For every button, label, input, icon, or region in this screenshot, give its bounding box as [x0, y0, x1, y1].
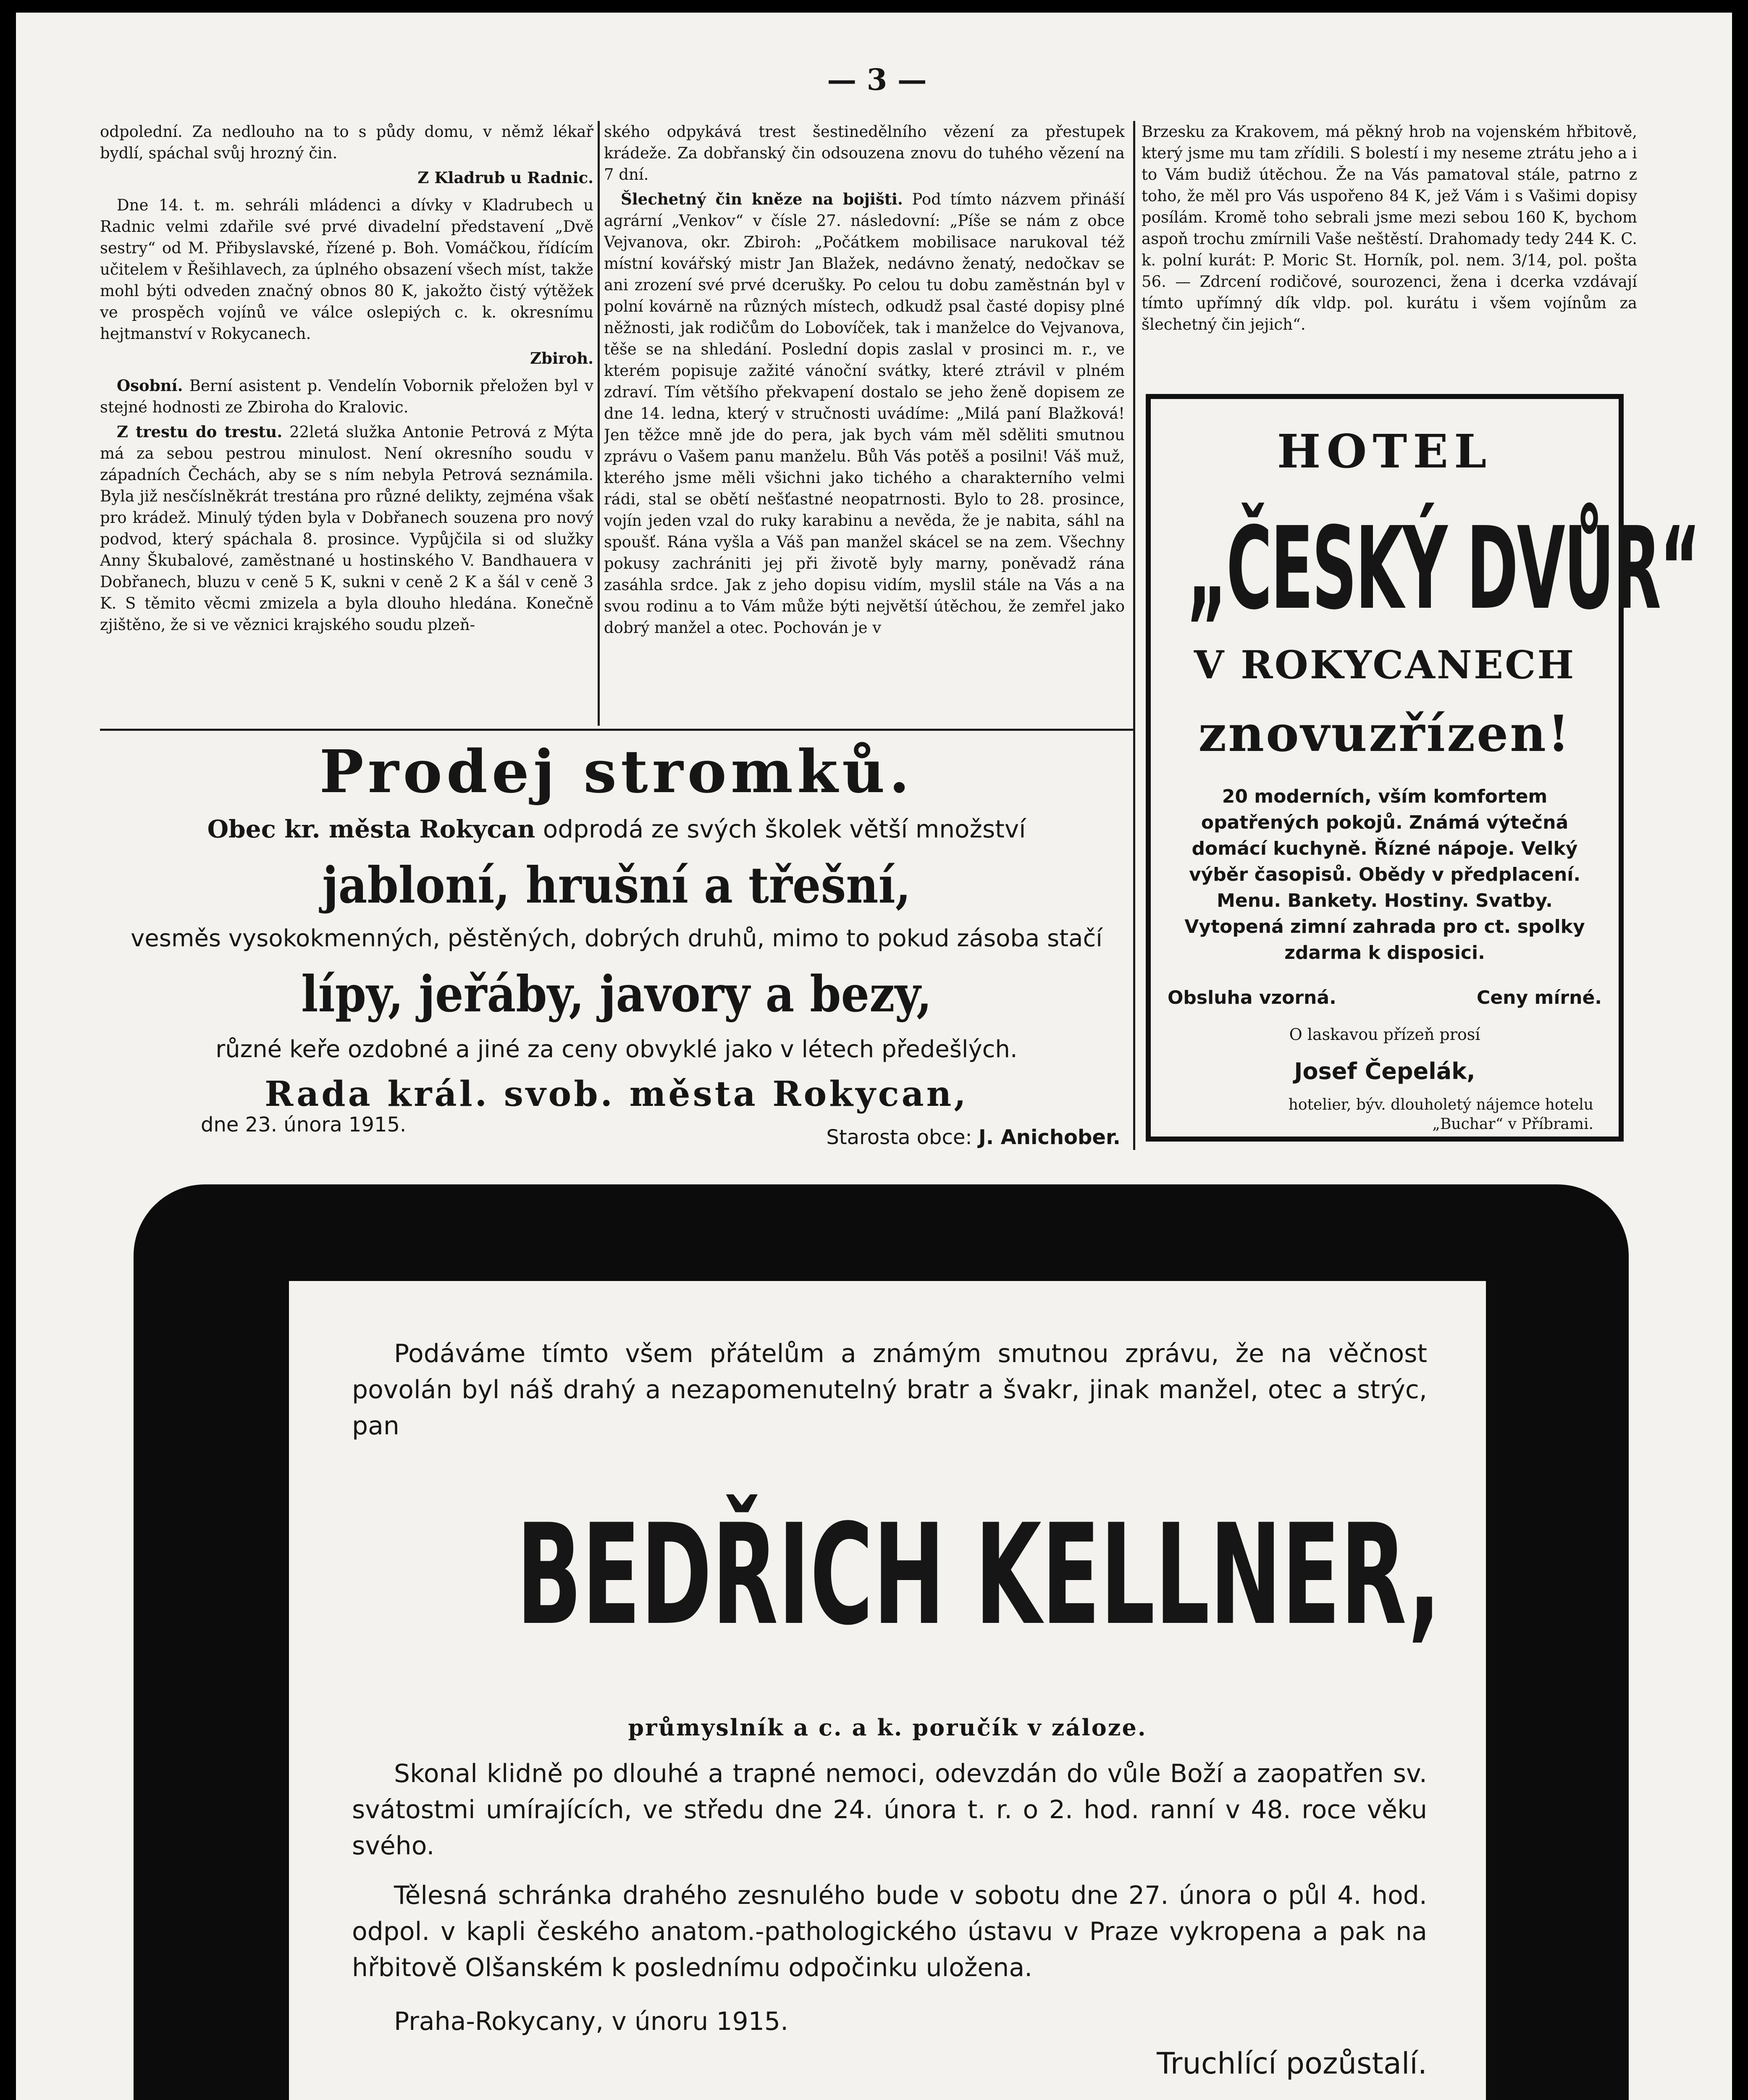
hotel-service-row — [1168, 987, 1602, 1008]
obituary-frame — [134, 1184, 1629, 2100]
newspaper-page — [16, 13, 1732, 2100]
page-number: — 3 — — [827, 62, 927, 97]
article-personal — [100, 375, 593, 418]
article-continuation: odpolední. Za nedlouho na to s půdy domu, v němž lékař bydlí, spáchal svůj hrozný čin. — [100, 123, 593, 162]
tree-sale-intro — [100, 815, 1133, 843]
tree-sale-line2: vesměs vysokokmenných, pěstěných, dobrých druhů, mimo to pokud zásoba stačí — [131, 925, 1102, 952]
article-personal-body: Berní asistent p. Vendelín Vobornik přeložen byl v stejné hodnosti ze Zbiroha do Kralovic. — [100, 377, 593, 416]
section-divider — [100, 729, 1133, 731]
tree-sale-mayor — [826, 1126, 1121, 1149]
obituary-signature: Truchlící pozůstalí. — [1157, 2046, 1427, 2081]
article-punishment-body: 22letá služka Antonie Petrová z Mýta má za sebou pestrou minulost. Není okresního soudu v západních Čechách, aby se s ním nebyla Petrová seznámila. Byla již nesčíslněkrát trestána pro různé delikty, zejména však pro krádež. Minulý týden byla v Dobřanech souzena pro nový podvod, který spáchala 8. prosince. Vypůjčila si od služky Anny Škubalové, zaměstnané u hostinského V. Bandhauera v Dobřanech, bluzu v ceně 5 K, sukni v ceně 2 K a šál v ceně 3 K. S těmito věcmi zmizela a byla dlouho hledána. Konečně zjištěno, že si ve věznici krajského soudu plzeň- — [100, 423, 593, 634]
obituary-notice — [289, 1281, 1486, 2100]
column-divider-1 — [598, 121, 600, 726]
article-personal-title: Osobní. — [117, 376, 183, 395]
tree-sale-other-trees: lípy, jeřáby, javory a bezy, — [301, 965, 932, 1023]
obituary-name: BEDŘICH KELLNER, — [516, 1494, 1441, 1656]
news-column-3 — [1142, 121, 1637, 373]
tree-sale-council: Rada král. svob. města Rokycan, — [265, 1074, 968, 1114]
dateline-zbiroh: Zbiroh. — [530, 349, 593, 368]
tree-sale-fruit-trees: jabloní, hrušní a třešní, — [322, 856, 911, 914]
obituary-paragraph-2: Tělesná schránka drahého zesnulého bude v sobotu dne 27. února o půl 4. hod. odpol. v kapli českého anatom.-pathologického ústavu v Praze vykropena a pak na hřbitově Olšanském k poslednímu odpočinku uložena. — [352, 1881, 1427, 1982]
hotel-heading: HOTEL — [1277, 424, 1493, 478]
hotel-owner: Josef Čepelák, — [1294, 1058, 1475, 1084]
article-kladruby-theatre: Dne 14. t. m. sehráli mládenci a dívky v Kladrubech u Radnic velmi zdařile své prvé divadelní představení „Dvě sestry“ od M. Přibyslavské, řízené p. Boh. Vomáčkou, řídícím učitelem v Řešihlavech, za úplného obsazení všech míst, takže mohl býti odveden značný obnos 80 K, jakožto čistý výtěžek ve prospěch vojínů ve válce oslepiých c. k. okresnímu hejtmanství v Rokycanech. — [100, 196, 593, 343]
tree-sale-advertisement — [100, 735, 1133, 1155]
article-priest-deed-title: Šlechetný čin kněze na bojišti. — [621, 190, 903, 208]
obituary-paragraph-1: Skonal klidně po dlouhé a trapné nemoci, odevzdán do vůle Boží a zaopatřen sv. svátostmi umírajících, ve středu dne 24. února t. r. o 2. hod. ranní v 48. roce věku svého. — [352, 1759, 1427, 1861]
article-punishment — [100, 421, 593, 635]
tree-sale-mayor-label: Starosta obce: — [826, 1126, 972, 1149]
obituary-place-date: Praha-Rokycany, v únoru 1915. — [394, 2007, 789, 2036]
hotel-name: „ČESKÝ DVŮR“ — [1186, 502, 1700, 635]
dateline-kladruby: Z Kladrub u Radnic. — [417, 168, 593, 187]
article-priest-deed-body: Pod tímto názvem přináší agrární „Venkov“ v čísle 27. následovní: „Píše se nám z obce Vejvanova, okr. Zbiroh: „Počátkem mobilisace narukoval též místní kovářský mistr Jan Blažek, nedávno ženatý, nedočkav se ani zrození své prvé dcerušky. Po celou tu dobu zaměstnán byl v polní kovárně na různých místech, odkudž psal časté dopisy plné něžnosti, jak rodičům do Lobovíček, tak i manželce do Vejvanova, těše se na shledání. Poslední dopis zaslal v prosinci m. r., ve kterém popisuje zažité vánoční svátky, které ztrávil v plném zdraví. Tím většího překvapení dostalo se jeho ženě dopisem ze dne 14. ledna, který v stručnosti uvádíme: „Milá paní Blažková! Jen těžce mně jde do pera, jak bych vám měl sděliti smutnou zprávu o Vašem panu manželu. Bůh Vás potěš a posilni! Váš muž, kterého jsme měli všichni jako tichého a charakterního velmi rádi, stal se obětí nešťastné neopatrnosti. Bylo to 28. prosince, vojín jeden vzal do ruky karabinu a nevěda, že je nabita, sáhl na spoušť. Rána vyšla a Váš pan manžel skácel se na zem. Všechny pokusy zachrániti jej při životě byly marny, poněvadž rána zasáhla srdce. Jak z jeho dopisu vidím, myslil stále na Vás a na svou rodinu a to Vám může býti největší útěchou, že zemřel jako dobrý manžel a otec. Pochován je v — [604, 190, 1125, 637]
hotel-prices: Ceny mírné. — [1477, 987, 1602, 1008]
column-divider-2 — [1133, 121, 1135, 1150]
article-continuation-2: ského odpykává trest šestinedělního vězení za přestupek krádeže. Za dobřanský čin odsouzena znovu do tuhého vězení na 7 dní. — [604, 123, 1125, 184]
tree-sale-date: dne 23. února 1915. — [201, 1113, 407, 1137]
tree-sale-intro-rest: odprodá ze svých školek větší množství — [543, 815, 1026, 843]
hotel-description: 20 moderních, vším komfortem opatřených pokojů. Známá výtečná domácí kuchyně. Řízné nápoje. Velký výběr časopisů. Obědy v předplacení. Menu. Bankety. Hostiny. Svatby. Vytopená zimní zahrada pro ct. spolky zdarma k disposici. — [1184, 786, 1585, 963]
news-column-2 — [604, 121, 1125, 726]
news-column-1 — [100, 121, 593, 726]
hotel-owner-note: hotelier, býv. dlouholetý nájemce hotelu „Buchar“ v Příbrami. — [1288, 1096, 1593, 1133]
hotel-invite: O laskavou přízeň prosí — [1289, 1025, 1480, 1044]
article-continuation-3: Brzesku za Krakovem, má pěkný hrob na vojenském hřbitově, který jsme mu tam zřídili. S bolestí i my neseme ztrátu jeho a i to Vám budiž útěchou. Že na Vás pamatoval stále, patrno z toho, že měl pro Vás uspořeno 84 K, jež Vám i s Vašimi dopisy posílám. Kromě toho sebrali jsme mezi sebou 160 K, bychom aspoň trochu zmírnili Vaše neštěstí. Drahomady tedy 244 K. C. k. polní kurát: P. Moric St. Horník, pol. nem. 3/14, pol. pošta 56. — Zdrcení rodičové, sourozenci, žena i dcerka vzdávají tímto upřímný dík vldp. pol. kurátu i všem vojínům za šlechetný čin jejich“. — [1142, 123, 1637, 333]
hotel-location: V ROKYCANECH — [1194, 642, 1576, 688]
tree-sale-mayor-name: J. Anichober. — [978, 1126, 1121, 1149]
tree-sale-line3: různé keře ozdobné a jiné za ceny obvyklé jako v létech předešlých. — [215, 1036, 1018, 1063]
article-priest-deed — [604, 189, 1125, 638]
hotel-service: Obsluha vzorná. — [1168, 987, 1336, 1008]
obituary-intro: Podáváme tímto všem přátelům a známým smutnou zprávu, že na věčnost povolán byl náš drahý a nezapomenutelný bratr a švakr, jinak manžel, otec a strýc, pan — [352, 1339, 1427, 1441]
hotel-reopened: znovuzřízen! — [1198, 704, 1571, 763]
tree-sale-title: Prodej stromků. — [319, 738, 914, 806]
hotel-advertisement — [1146, 394, 1700, 1142]
obituary-rank: průmyslník a c. a k. poručík v záloze. — [628, 1714, 1147, 1741]
tree-sale-town: Obec kr. města Rokycan — [207, 815, 535, 843]
article-punishment-title: Z trestu do trestu. — [117, 423, 283, 441]
